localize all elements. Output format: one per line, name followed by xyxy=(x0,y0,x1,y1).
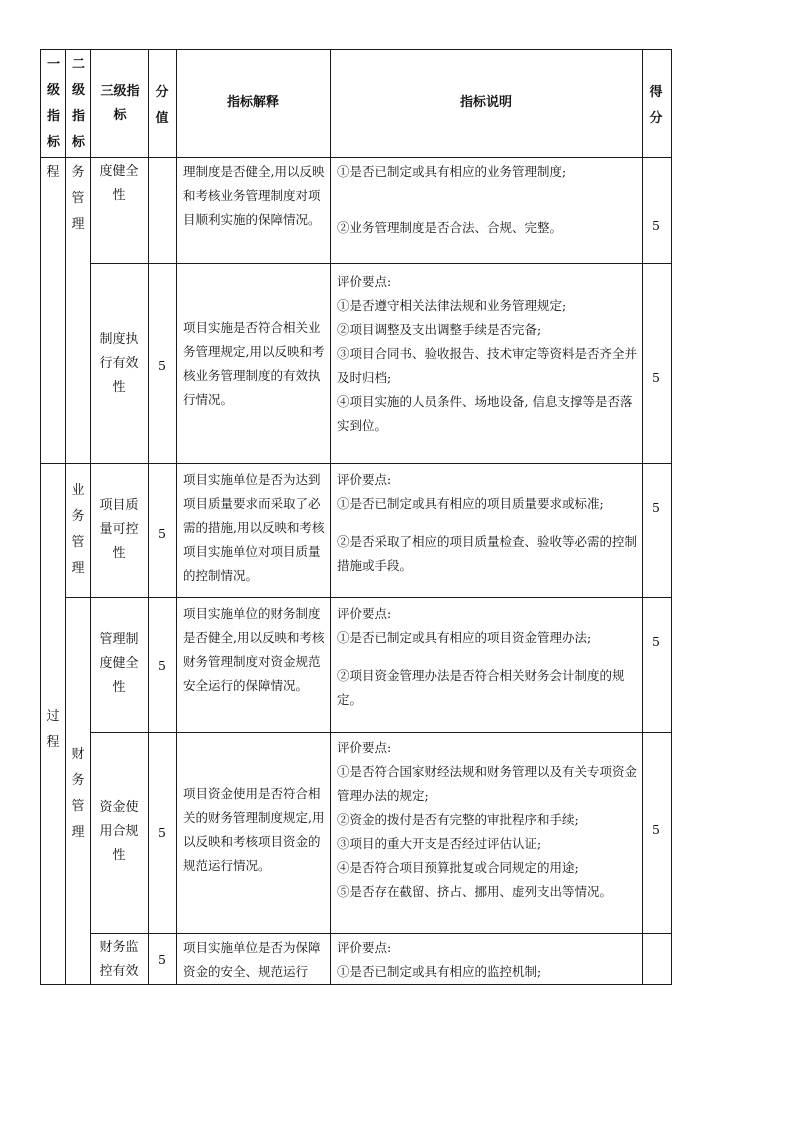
row-points: 5 xyxy=(158,526,166,541)
group1-level2-label: 务管理 xyxy=(71,165,85,232)
col-divider xyxy=(176,49,177,985)
group-divider xyxy=(40,463,672,464)
description-item: ③项目合同书、验收报告、技术审定等资料是否齐全并及时归档; xyxy=(337,346,638,385)
header-points: 分值 xyxy=(155,85,169,126)
description-item: ②项目调整及支出调整手续是否完备; xyxy=(337,322,542,337)
table-border-left xyxy=(40,49,41,985)
group2-quality-level2-label: 业务管理 xyxy=(71,483,85,576)
description-item: ⑤是否存在截留、挤占、挪用、虚列支出等情况。 xyxy=(337,884,613,899)
row-explanation: 项目实施是否符合相关业务管理规定,用以反映和考核业务管理制度的有效执行情况。 xyxy=(183,320,325,407)
row-points: 5 xyxy=(158,358,166,373)
row-level3: 管理制度健全性 xyxy=(99,632,139,695)
table-border-right xyxy=(671,49,672,985)
row-score: 5 xyxy=(652,822,660,837)
header-score: 得分 xyxy=(649,85,663,126)
row-explanation: 理制度是否健全,用以反映和考核业务管理制度对项目顺利实施的保障情况。 xyxy=(183,164,325,227)
group1-level1-label: 程 xyxy=(46,165,60,180)
row-explanation: 项目实施单位的财务制度是否健全,用以反映和考核财务管理制度对资金规范安全运行的保障情况。 xyxy=(183,606,325,693)
col-divider xyxy=(330,49,331,985)
row-description xyxy=(337,602,637,712)
row-points: 5 xyxy=(158,825,166,840)
description-item: ④是否符合项目预算批复或合同规定的用途; xyxy=(337,860,579,875)
description-item: ①是否已制定或具有相应的项目质量要求或标准; xyxy=(337,496,604,511)
header-description: 指标说明 xyxy=(459,95,512,110)
description-item: ①是否已制定或具有相应的业务管理制度; xyxy=(337,164,567,179)
row-score: 5 xyxy=(652,500,660,515)
description-item: 评价要点: xyxy=(337,940,392,955)
description-item: ③项目的重大开支是否经过评估认证; xyxy=(337,836,542,851)
description-item: 评价要点: xyxy=(337,472,392,487)
description-item: 评价要点: xyxy=(337,274,392,289)
description-item: ①是否已制定或具有相应的项目资金管理办法; xyxy=(337,630,592,645)
row-divider xyxy=(90,732,672,733)
row-description xyxy=(337,936,637,984)
row-explanation: 项目资金使用是否符合相关的财务管理制度规定,用以反映和考核项目资金的规范运行情况。 xyxy=(183,786,325,873)
row-description xyxy=(337,270,637,438)
row-divider xyxy=(90,263,672,264)
description-item: ①是否符合国家财经法规和财务管理以及有关专项资金管理办法的规定; xyxy=(337,764,638,803)
description-item: 评价要点: xyxy=(337,740,392,755)
description-item: ②是否采取了相应的项目质量检查、验收等必需的控制措施或手段。 xyxy=(337,534,638,573)
row-level3: 财务监控有效 xyxy=(99,940,139,979)
row-level3: 资金使用合规性 xyxy=(99,800,139,863)
description-item: 评价要点: xyxy=(337,606,392,621)
row-score: 5 xyxy=(652,370,660,385)
row-level3: 度健全性 xyxy=(99,164,139,203)
header-level3: 三级指标 xyxy=(100,84,140,123)
header-level1: 一级指标 xyxy=(47,57,61,150)
group2-finance-level2-label: 财务管理 xyxy=(71,747,85,840)
row-description xyxy=(337,736,637,904)
row-divider xyxy=(65,597,672,598)
description-item: ①是否已制定或具有相应的监控机制; xyxy=(337,964,542,979)
row-description xyxy=(337,468,637,578)
header-divider xyxy=(40,157,672,158)
row-divider xyxy=(90,933,672,934)
row-score: 5 xyxy=(652,634,660,649)
description-item: ④项目实施的人员条件、场地设备, 信息支撑等是否落实到位。 xyxy=(337,394,633,433)
header-explanation: 指标解释 xyxy=(226,95,279,110)
row-description xyxy=(337,160,637,240)
col-divider xyxy=(642,49,643,985)
col-divider xyxy=(90,49,91,985)
row-level3: 制度执行有效性 xyxy=(99,332,139,395)
description-item: ①是否遵守相关法律法规和业务管理规定; xyxy=(337,298,567,313)
table-border-bottom xyxy=(40,984,672,985)
row-explanation: 项目实施单位是否为达到项目质量要求而采取了必需的措施,用以反映和考核项目实施单位对项目质量的控制情况。 xyxy=(183,472,325,583)
group2-level1-label: 过程 xyxy=(46,709,60,750)
row-score: 5 xyxy=(652,218,660,233)
description-item: ②业务管理制度是否合法、合规、完整。 xyxy=(337,220,563,235)
col-divider xyxy=(148,49,149,985)
row-points: 5 xyxy=(158,658,166,673)
description-item: ②项目资金管理办法是否符合相关财务会计制度的规定。 xyxy=(337,668,625,707)
row-points: 5 xyxy=(158,952,166,967)
header-level2: 二级指标 xyxy=(72,57,86,150)
table-border-top xyxy=(40,49,672,50)
col-divider xyxy=(65,49,66,985)
description-item: ②资金的拨付是否有完整的审批程序和手续; xyxy=(337,812,579,827)
row-level3: 项目质量可控性 xyxy=(99,498,139,561)
row-explanation: 项目实施单位是否为保障资金的安全、规范运行 xyxy=(183,940,321,979)
